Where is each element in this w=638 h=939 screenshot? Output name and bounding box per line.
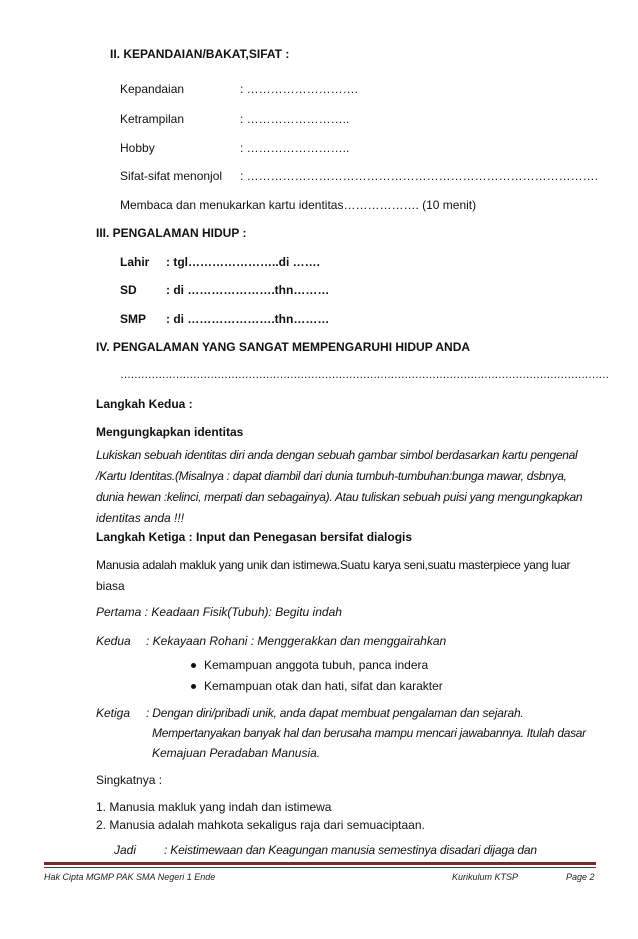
numbered-item-1: 1. Manusia makluk yang indah dan istimewa xyxy=(96,800,332,814)
lahir-label: Lahir xyxy=(120,255,150,269)
kepandaian-label: Kepandaian xyxy=(120,82,185,96)
step-3-intro-2: biasa xyxy=(96,579,125,593)
ketiga-label: Ketiga xyxy=(96,706,131,720)
kedua-text: : Kekayaan Rohani : Menggerakkan dan menggairahkan xyxy=(146,634,447,648)
hobby-value: : …………………….. xyxy=(240,141,350,155)
step-2-line-1: Lukiskan sebuah identitas diri anda dengan sebuah gambar simbol berdasarkan kartu pengenal xyxy=(96,448,578,462)
ketiga-line-1: : Dengan diri/pribadi unik, anda dapat membuat pengalaman dan sejarah. xyxy=(146,706,524,720)
singkatnya-label: Singkatnya : xyxy=(96,773,163,787)
footer-curriculum: Kurikulum KTSP xyxy=(452,872,519,882)
step-2-heading: Langkah Kedua : xyxy=(96,397,193,411)
section-4-dots: …………………………………………………………………………………………………………………………… xyxy=(120,369,609,381)
sifat-value: : ……………………………………………………………………………. xyxy=(240,169,599,183)
pertama-line: Pertama : Keadaan Fisik(Tubuh): Begitu indah xyxy=(96,605,342,619)
membaca-note: Membaca dan menukarkan kartu identitas………………. (10 menit) xyxy=(120,198,477,212)
section-2-heading: II. KEPANDAIAN/BAKAT,SIFAT : xyxy=(110,47,290,61)
ketiga-line-2: Mempertanyakan banyak hal dan berusaha mampu mencari jawabannya. Itulah dasar xyxy=(152,726,586,740)
footer-page-number: Page 2 xyxy=(566,872,595,882)
section-3-heading: III. PENGALAMAN HIDUP : xyxy=(96,226,247,240)
sifat-label: Sifat-sifat menonjol xyxy=(120,169,223,183)
step-3-heading: Langkah Ketiga : Input dan Penegasan bersifat dialogis xyxy=(96,530,413,544)
hobby-label: Hobby xyxy=(120,141,155,155)
bullet-1-icon xyxy=(191,663,196,668)
step-2-line-4: identitas anda !!! xyxy=(96,511,185,525)
numbered-item-2: 2. Manusia adalah mahkota sekaligus raja dari semuaciptaan. xyxy=(96,818,425,832)
bullet-1-text: Kemampuan anggota tubuh, panca indera xyxy=(204,658,429,672)
sd-label: SD xyxy=(120,283,137,297)
jadi-label: Jadi xyxy=(114,843,137,857)
footer-rule-thin xyxy=(44,867,596,868)
footer-copyright: Hak Cipta MGMP PAK SMA Negeri 1 Ende xyxy=(44,872,216,882)
footer-rule-thick xyxy=(44,862,596,865)
lahir-value: : tgl…………………..di ……. xyxy=(166,255,320,269)
step-2-line-2: /Kartu Identitas.(Misalnya : dapat diambil dari dunia tumbuh-tumbuhan:bunga mawar, dsbnya, xyxy=(96,469,567,483)
ketrampilan-value: : …………………….. xyxy=(240,112,350,126)
ketiga-line-3: Kemajuan Peradaban Manusia. xyxy=(152,746,321,760)
section-4-heading: IV. PENGALAMAN YANG SANGAT MEMPENGARUHI HIDUP ANDA xyxy=(96,340,471,354)
jadi-text: : Keistimewaan dan Keagungan manusia semestinya disadari dijaga dan xyxy=(164,843,537,857)
step-2-subheading: Mengungkapkan identitas xyxy=(96,425,244,439)
bullet-2-icon xyxy=(191,684,196,689)
sd-value: : di ………………….thn……… xyxy=(166,283,330,297)
step-3-intro-1: Manusia adalah makluk yang unik dan istimewa.Suatu karya seni,suatu masterpiece yang luar xyxy=(96,558,571,572)
step-2-line-3: dunia hewan :kelinci, merpati dan sebagainya). Atau tuliskan sebuah puisi yang mengungkapkan xyxy=(96,490,583,504)
kepandaian-value: : ………………………. xyxy=(240,82,359,96)
smp-value: : di ………………….thn……… xyxy=(166,312,330,326)
kedua-label: Kedua xyxy=(96,634,131,648)
ketrampilan-label: Ketrampilan xyxy=(120,112,185,126)
bullet-2-text: Kemampuan otak dan hati, sifat dan karakter xyxy=(204,679,443,693)
smp-label: SMP xyxy=(120,312,147,326)
